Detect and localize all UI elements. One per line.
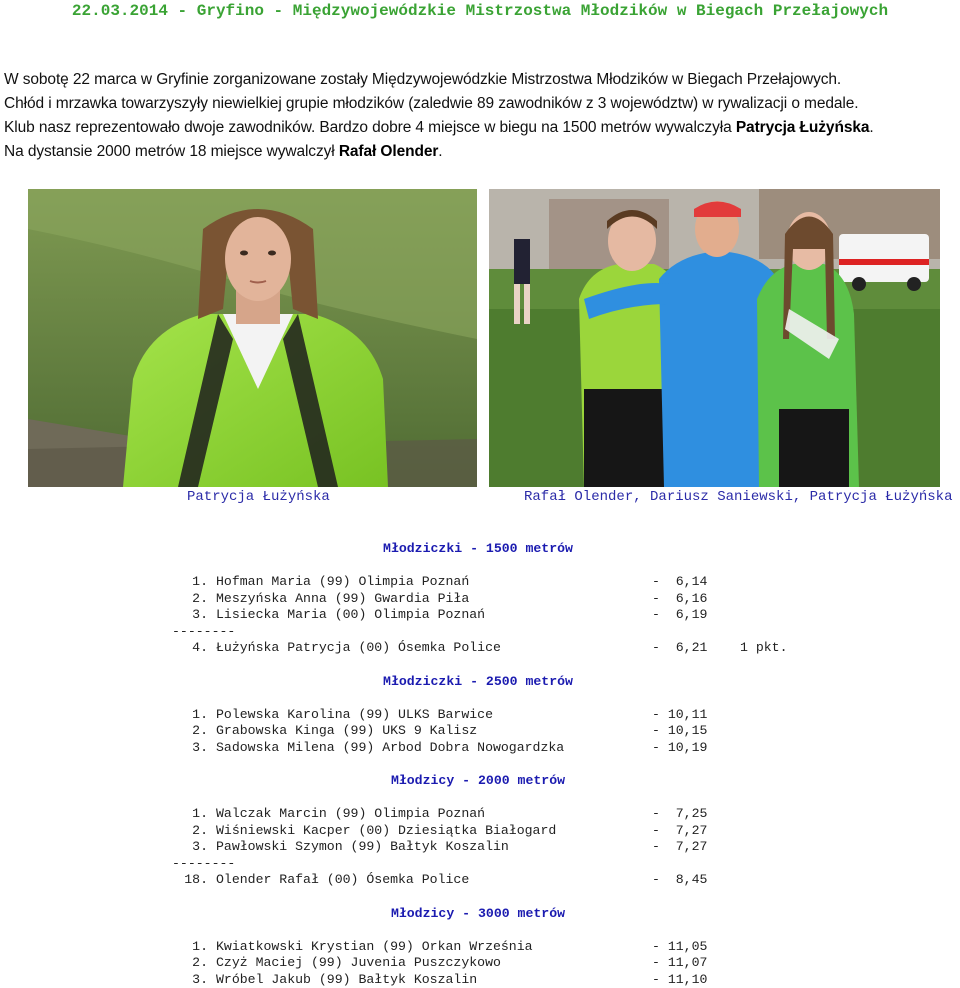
intro-line: Na dystansie 2000 metrów 18 miejsce wywalczył Rafał Olender.	[4, 143, 443, 160]
intro-line: Klub nasz reprezentowało dwoje zawodników. Bardzo dobre 4 miejsce w biegu na 1500 metrów wywalczyła Patrycja Łużyńska.	[4, 119, 874, 136]
separator: --------	[172, 623, 236, 639]
result-row: 4. Łużyńska Patrycja (00) Ósemka Police - 6,21 1 pkt.	[192, 640, 788, 655]
separator: --------	[172, 855, 236, 871]
intro-text	[4, 68, 959, 164]
result-row: 1. Walczak Marcin (99) Olimpia Poznań - 7,25	[192, 806, 708, 821]
result-row: 3. Wróbel Jakub (99) Bałtyk Koszalin - 11,10	[192, 971, 708, 987]
section-title: Młodzicy - 2000 metrów	[390, 773, 566, 788]
result-row: 1. Kwiatkowski Krystian (99) Orkan Września - 11,05	[192, 938, 708, 954]
photo-patrycja	[28, 189, 477, 487]
photo-group	[489, 189, 940, 487]
results	[0, 540, 960, 988]
photo-caption-left: Patrycja Łużyńska	[187, 489, 330, 505]
page-title: 22.03.2014 - Gryfino - Międzywojewódzkie Mistrzostwa Młodzików w Biegach Przełajowych	[71, 2, 889, 20]
result-row: 18. Olender Rafał (00) Ósemka Police - 8,45	[184, 872, 708, 887]
result-row: 2. Wiśniewski Kacper (00) Dziesiątka Białogard - 7,27	[192, 822, 708, 838]
result-row: 1. Hofman Maria (99) Olimpia Poznań - 6,14	[192, 574, 708, 589]
result-row: 2. Czyż Maciej (99) Juvenia Puszczykowo - 11,07	[192, 955, 708, 970]
result-row: 1. Polewska Karolina (99) ULKS Barwice - 10,11	[192, 706, 708, 722]
intro-line: Chłód i mrzawka towarzyszyły niewielkiej grupie młodzików (zaledwie 89 zawodników z 3 województw) w rywalizacji o medale.	[4, 95, 859, 112]
section-title: Młodziczki - 2500 metrów	[383, 673, 573, 689]
result-row: 3. Sadowska Milena (99) Arbod Dobra Nowogardzka - 10,19	[192, 739, 708, 755]
result-row: 3. Lisiecka Maria (00) Olimpia Poznań - 6,19	[192, 607, 708, 622]
result-row: 2. Grabowska Kinga (99) UKS 9 Kalisz - 10,15	[192, 723, 708, 738]
result-row: 2. Meszyńska Anna (99) Gwardia Piła - 6,16	[192, 590, 708, 606]
athlete-name: Rafał Olender	[338, 143, 439, 160]
athlete-name: Patrycja Łużyńska	[735, 119, 870, 136]
intro-line: W sobotę 22 marca w Gryfinie zorganizowane zostały Międzywojewódzkie Mistrzostwa Młodzików w Biegach Przełajowych.	[4, 71, 842, 88]
result-row: 3. Pawłowski Szymon (99) Bałtyk Koszalin - 7,27	[192, 839, 708, 854]
section-title: Młodziczki - 1500 metrów	[383, 541, 573, 556]
section-title: Młodzicy - 3000 metrów	[390, 905, 566, 921]
points: 1 pkt.	[740, 640, 788, 655]
photo-caption-right: Rafał Olender, Dariusz Saniewski, Patrycja Łużyńska	[524, 489, 953, 505]
